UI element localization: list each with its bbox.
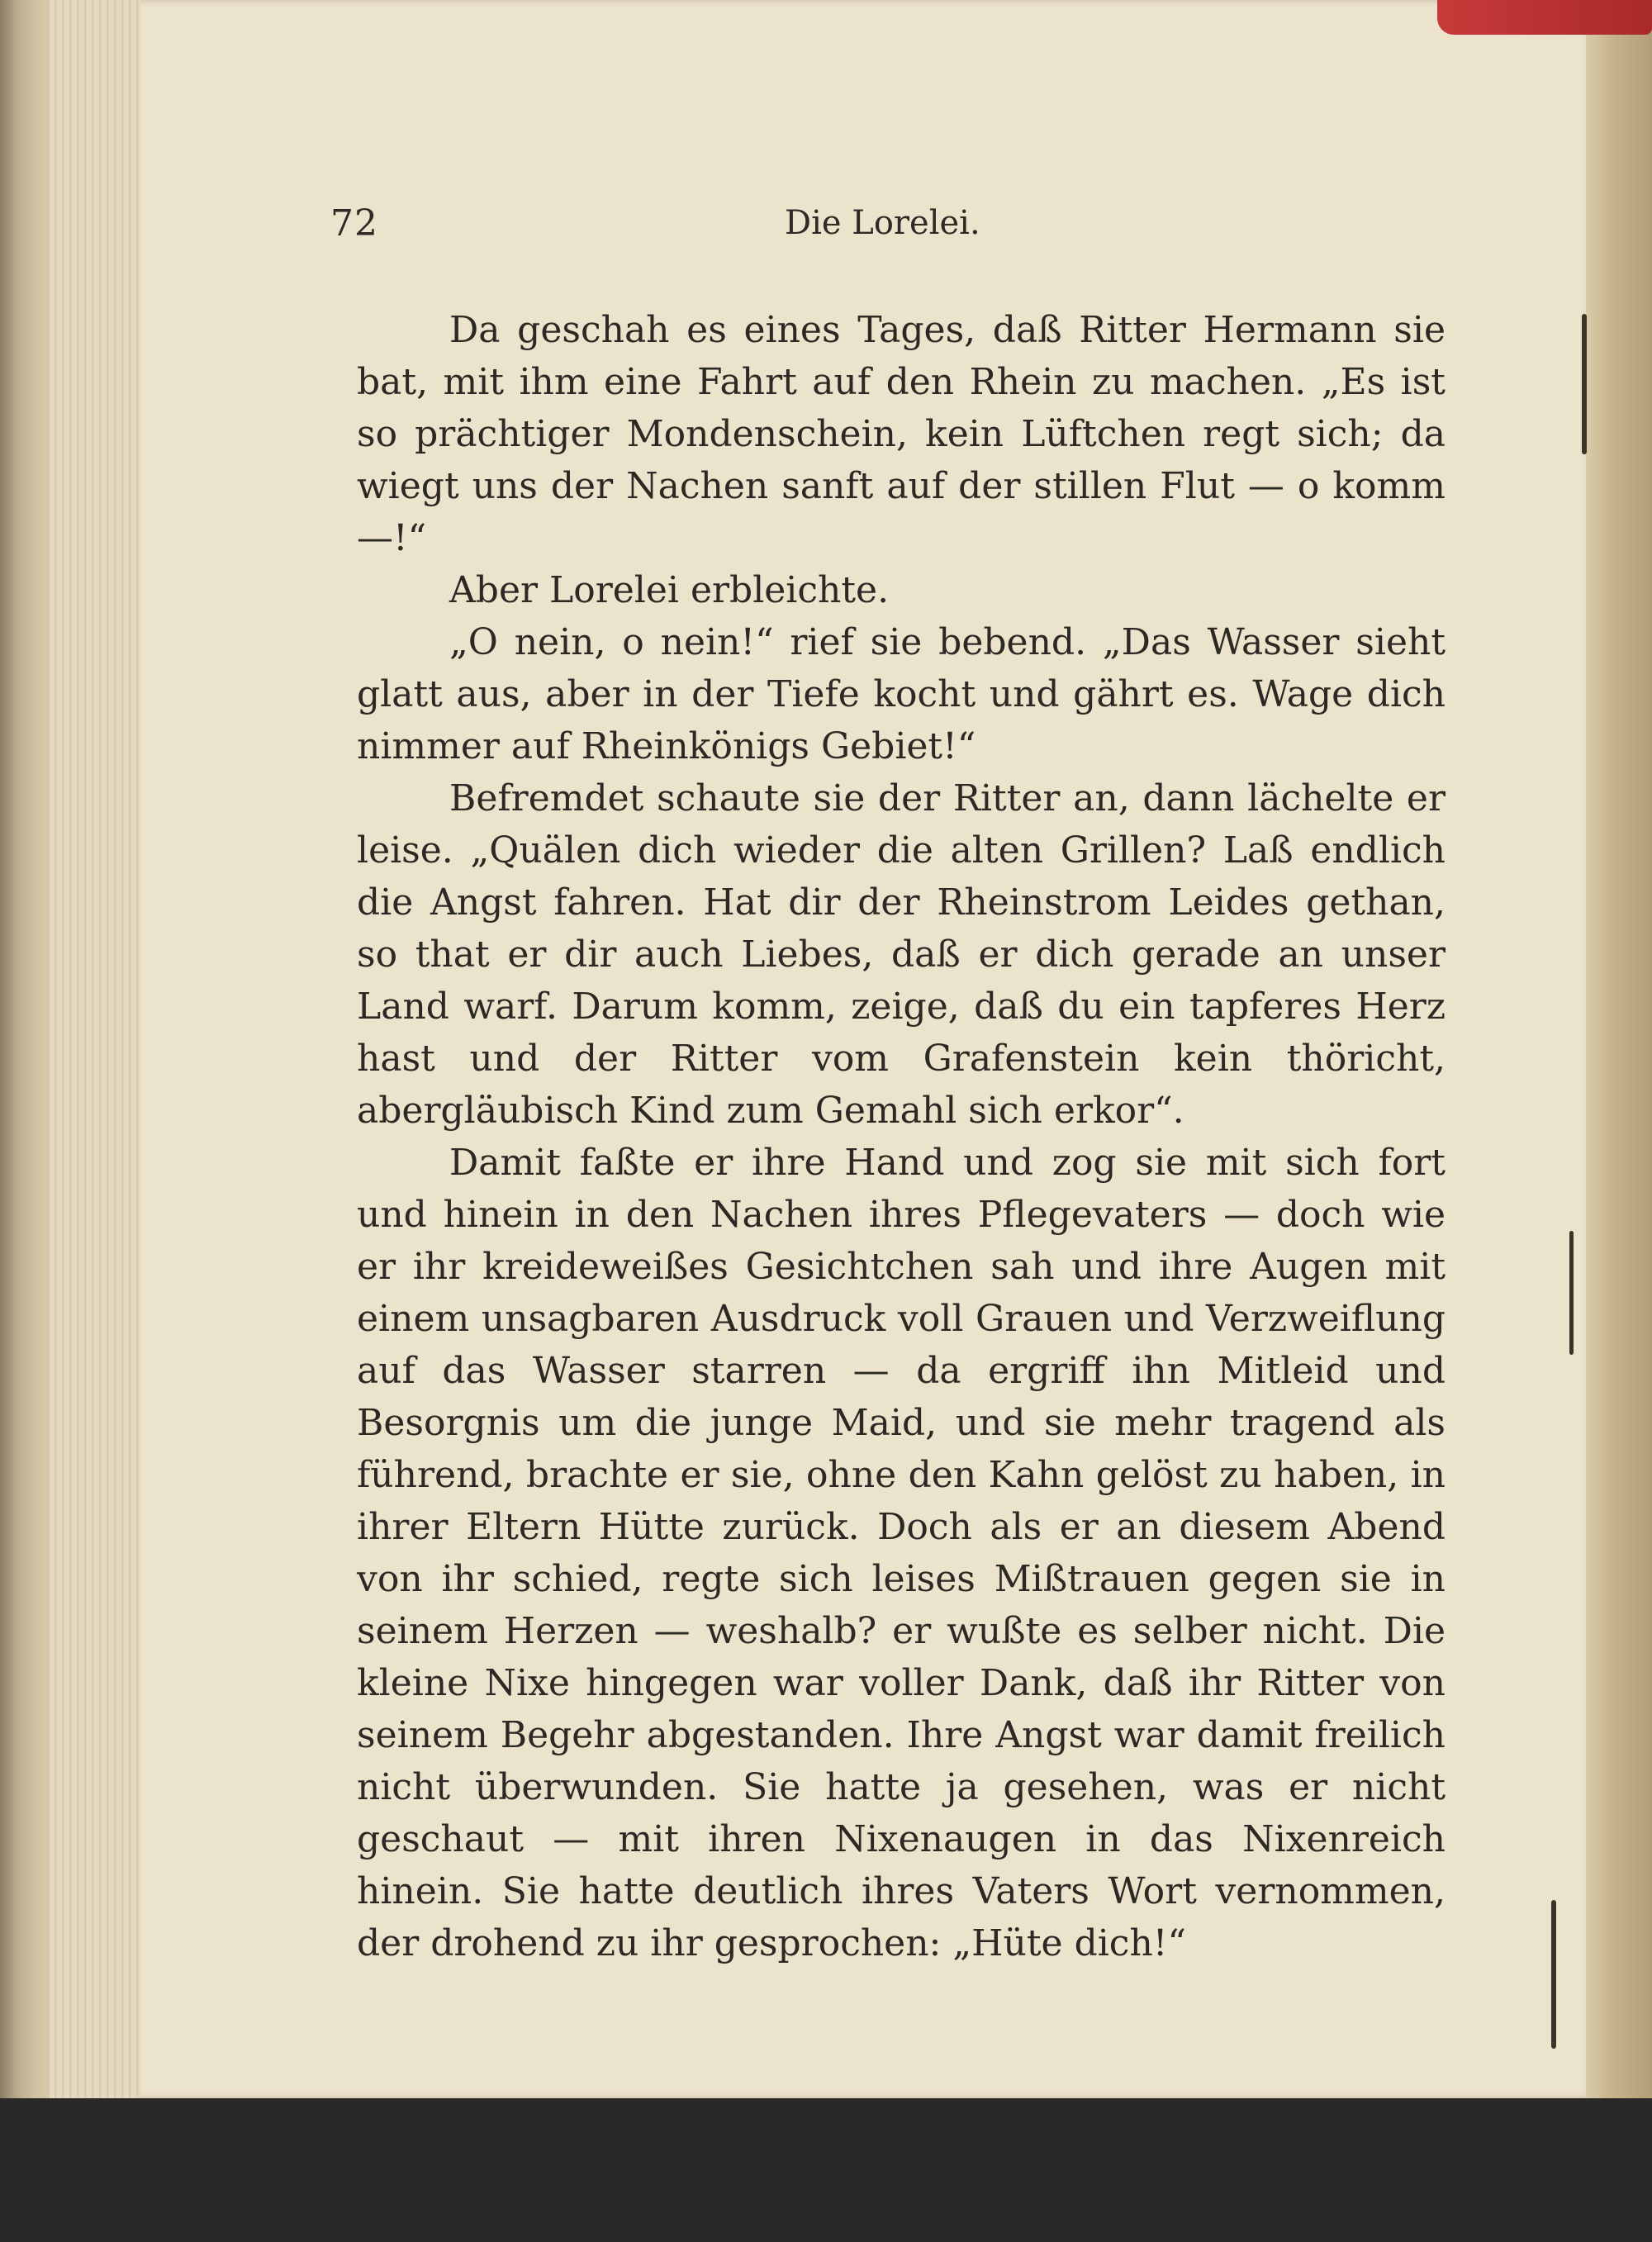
- paragraph: Befremdet schaute sie der Ritter an, dann lächelte er leise. „Quälen dich wieder die alten Grillen? Laß endlich die Angst fahren. Hat dir der Rheinstrom Leides gethan, so that er dir auch Liebes, daß er dich gerade an unser Land warf. Darum komm, zeige, daß du ein tapferes Herz hast und der Ritter vom Grafenstein kein thöricht, abergläubisch Kind zum Gemahl sich erkor“.: [357, 777, 1446, 1132]
- running-title: Die Lorelei.: [785, 204, 980, 242]
- paragraph: Aber Lorelei erbleichte.: [449, 569, 890, 611]
- paragraph: Damit faßte er ihre Hand und zog sie mit sich fort und hinein in den Nachen ihres Pflegevaters — doch wie er ihr kreideweißes Gesichtchen sah und ihre Augen mit einem unsagbaren Ausdruck voll Grauen und Verzweiflung auf das Wasser starren — da ergriff ihn Mitleid und Besorgnis um die junge Maid, und sie mehr tragend als führend, brachte er sie, ohne den Kahn gelöst zu haben, in ihrer Eltern Hütte zurück. Doch als er an diesem Abend von ihr schied, regte sich leises Mißtrauen gegen sie in seinem Herzen — weshalb? er wußte es selber nicht. Die kleine Nixe hingegen war voller Dank, daß ihr Ritter von seinem Begehr abgestanden. Ihre Angst war damit freilich nicht überwunden. Sie hatte ja gesehen, was er nicht geschaut — mit ihren Nixenaugen in das Nixenreich hinein. Sie hatte deutlich ihres Vaters Wort vernommen, der drohend zu ihr gesprochen: „Hüte dich!“: [357, 1142, 1446, 1964]
- background-surface: [0, 2098, 1652, 2242]
- spine-mark: [1551, 1900, 1556, 2049]
- paragraph: Da geschah es eines Tages, daß Ritter Hermann sie bat, mit ihm eine Fahrt auf den Rhein zu machen. „Es ist so prächtiger Mondenschein, kein Lüftchen regt sich; da wiegt uns der Nachen sanft auf der stillen Flut — o komm —!“: [357, 309, 1446, 559]
- spine-mark: [1569, 1231, 1574, 1355]
- body-text: [357, 304, 1446, 1969]
- book-gutter: [1586, 0, 1652, 2098]
- bookmark-ribbon: [1437, 0, 1652, 35]
- page-number: 72: [330, 202, 378, 245]
- paragraph: „O nein, o nein!“ rief sie bebend. „Das Wasser sieht glatt aus, aber in der Tiefe kocht und gährt es. Wage dich nimmer auf Rheinkönigs Gebiet!“: [357, 621, 1446, 767]
- spine-mark: [1582, 314, 1587, 454]
- running-head: [330, 202, 1446, 260]
